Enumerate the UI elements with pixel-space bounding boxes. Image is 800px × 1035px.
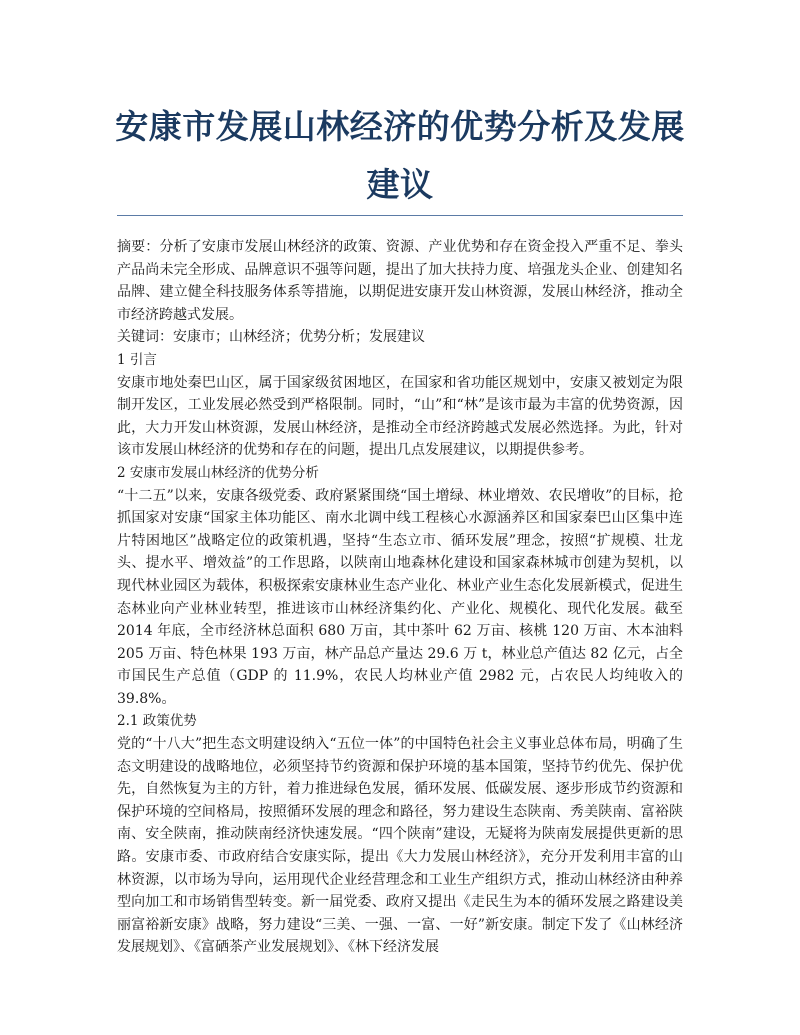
abstract-paragraph: 摘要：分析了安康市发展山林经济的政策、资源、产业优势和存在资金投入严重不足、拳头产品尚未完全形成、品牌意识不强等问题，提出了加大扶持力度、培强龙头企业、创建知名品牌、建立健全科技服务体系等措施，以期促进安康开发山林资源，发展山林经济，推动全市经济跨越式发展。: [117, 239, 683, 323]
keywords-line: 关键词：安康市；山林经济；优势分析；发展建议: [117, 329, 425, 346]
section-2-heading: 2 安康市发展山林经济的优势分析: [117, 464, 319, 481]
document-title: 安康市发展山林经济的优势分析及发展建议: [115, 107, 685, 204]
section-1-heading: 1 引言: [117, 351, 157, 368]
section-1-paragraph: 安康市地处秦巴山区，属于国家级贫困地区，在国家和省功能区规划中，安康又被划定为限制开发区，工业发展必然受到严格限制。同时，“山”和“林”是该市最为丰富的优势资源，因此，大力开发山林资源，发展山林经济，是推动全市经济跨越式发展必然选择。为此，针对该市发展山林经济的优势和存在的问题，提出几点发展建议，以期提供参考。: [117, 374, 683, 459]
section-2-1-paragraph: 党的“十八大”把生态文明建设纳入“五位一体”的中国特色社会主义事业总体布局，明确了生态文明建设的战略地位，必须坚持节约资源和保护环境的基本国策，坚持节约优先、保护优先，自然恢复为主的方针，着力推进绿色发展，循环发展、低碳发展、逐步形成节约资源和保护环境的空间格局，按照循环发展的理念和路径，努力建设生态陕南、秀美陕南、富裕陕南、安全陕南，推动陕南经济快速发展。“四个陕南”建设，无疑将为陕南发展提供更新的思路。安康市委、市政府结合安康实际，提出《大力发展山林经济》，充分开发利用丰富的山林资源，以市场为导向，运用现代企业经营理念和工业生产组织方式，推动山林经济由种养型向加工和市场销售型转变。新一届党委、政府又提出《走民生为本的循环发展之路建设美丽富裕新安康》战略，努力建设“三美、一强、一富、一好”新安康。制定下发了《山林经济发展规划》、《富硒茶产业发展规划》、《林下经济发展: [117, 736, 683, 956]
section-2-paragraph: “十二五”以来，安康各级党委、政府紧紧围绕“国土增绿、林业增效、农民增收”的目标，抢抓国家对安康“国家主体功能区、南水北调中线工程核心水源涵养区和国家秦巴山区集中连片特困地区”战略定位的政策机遇，坚持“生态立市、循环发展”理念，按照“扩规模、壮龙头、提水平、增效益”的工作思路，以陕南山地森林化建设和国家森林城市创建为契机，以现代林业园区为载体，积极探索安康林业生态产业化、林业产业生态化发展新模式，促进生态林业向产业林业转型，推进该市山林经济集约化、产业化、规模化、现代化发展。截至 2014 年底，全市经济林总面积 680 万亩，其中茶叶 62 万亩、核桃 120 万亩、木本油料 205 万亩、特色林果 193 万亩，林产品总产量达 29.6 万 t，林业总产值达 82 亿元，占全市国民生产总值（GDP 的 11.9%，农民人均林业产值 2982 元，占农民人均纯收入的 39.8%。: [117, 487, 683, 707]
document-body: [117, 236, 683, 959]
section-2-1-heading: 2.1 政策优势: [117, 713, 197, 730]
title-divider: [117, 215, 683, 216]
